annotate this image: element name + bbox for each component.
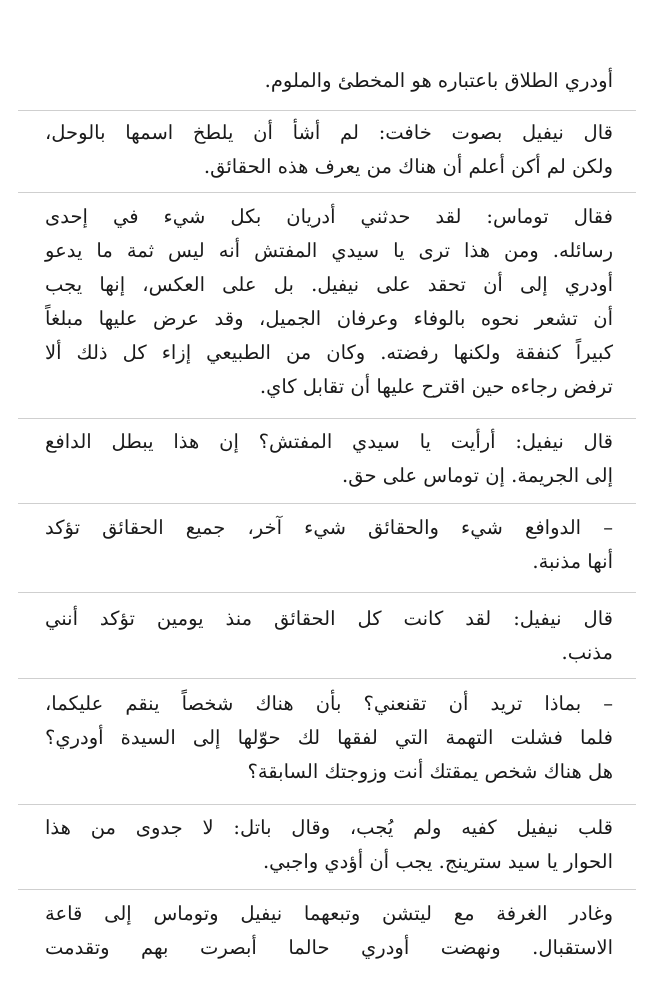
paragraph-2 [45, 116, 613, 184]
text-line: أن تشعر نحوه بالوفاء وعرفان الجميل، وقد عرض عليها مبلغاً [45, 307, 613, 330]
paragraph-divider [18, 889, 636, 890]
paragraph-5 [45, 511, 613, 579]
text-line: قال نيفيل: لقد كانت كل الحقائق منذ يومين تؤكد أنني [45, 607, 613, 630]
text-line: هل هناك شخص يمقتك أنت وزوجتك السابقة؟ [247, 760, 613, 783]
text-line: إلى الجريمة. إن توماس على حق. [342, 464, 613, 487]
text-line: مذنب. [561, 641, 613, 664]
text-line: وغادر الغرفة مع ليتشن وتبعهما نيفيل وتوماس إلى قاعة [45, 902, 613, 925]
text-line: ولكن لم أكن أعلم أن هناك من يعرف هذه الحقائق. [203, 155, 613, 178]
paragraph-9 [45, 897, 613, 965]
paragraph-1 [45, 64, 613, 98]
paragraph-divider [18, 110, 636, 111]
paragraph-8 [45, 811, 613, 879]
text-line: أنها مذنبة. [532, 550, 613, 573]
text-line: الاستقبال. ونهضت أودري حالما أبصرت بهم وتقدمت [45, 936, 613, 959]
text-line: ترفض رجاءه حين اقترح عليها أن تقابل كاي. [259, 375, 613, 398]
text-line: أودري الطلاق باعتباره هو المخطئ والملوم. [264, 69, 613, 92]
text-line: – بماذا تريد أن تقنعني؟ بأن هناك شخصاً ينقم عليكما، [45, 692, 613, 715]
text-line: قال نيفيل: أرأيت يا سيدي المفتش؟ إن هذا يبطل الدافع [45, 430, 613, 453]
text-line: قلب نيفيل كفيه ولم يُجب، وقال باتل: لا جدوى من هذا [45, 816, 613, 839]
paragraph-divider [18, 678, 636, 679]
text-line: – الدوافع شيء والحقائق شيء آخر، جميع الحقائق تؤكد [45, 516, 613, 539]
text-line: فلما فشلت التهمة التي لفقها لك حوّلها إلى السيدة أودري؟ [45, 726, 613, 749]
text-line: قال نيفيل بصوت خافت: لم أشأ أن يلطخ اسمها بالوحل، [45, 121, 613, 144]
paragraph-divider [18, 804, 636, 805]
paragraph-divider [18, 418, 636, 419]
text-line: الحوار يا سيد سترينج. يجب أن أؤدي واجبي. [262, 850, 613, 873]
text-line: كبيراً كنفقة ولكنها رفضته. وكان من الطبيعي إزاء كل ذلك ألا [45, 341, 613, 364]
paragraph-6 [45, 602, 613, 670]
paragraph-divider [18, 192, 636, 193]
text-line: أودري إلى أن تحقد على نيفيل. بل على العكس، إنها يجب [45, 273, 613, 296]
paragraph-divider [18, 503, 636, 504]
paragraph-4 [45, 425, 613, 493]
paragraph-3 [45, 200, 613, 404]
text-line: فقال توماس: لقد حدثني أدريان بكل شيء في إحدى [45, 205, 613, 228]
paragraph-divider [18, 592, 636, 593]
text-line: رسائله. ومن هذا ترى يا سيدي المفتش أنه ليس ثمة ما يدعو [45, 239, 613, 262]
paragraph-7 [45, 687, 613, 789]
